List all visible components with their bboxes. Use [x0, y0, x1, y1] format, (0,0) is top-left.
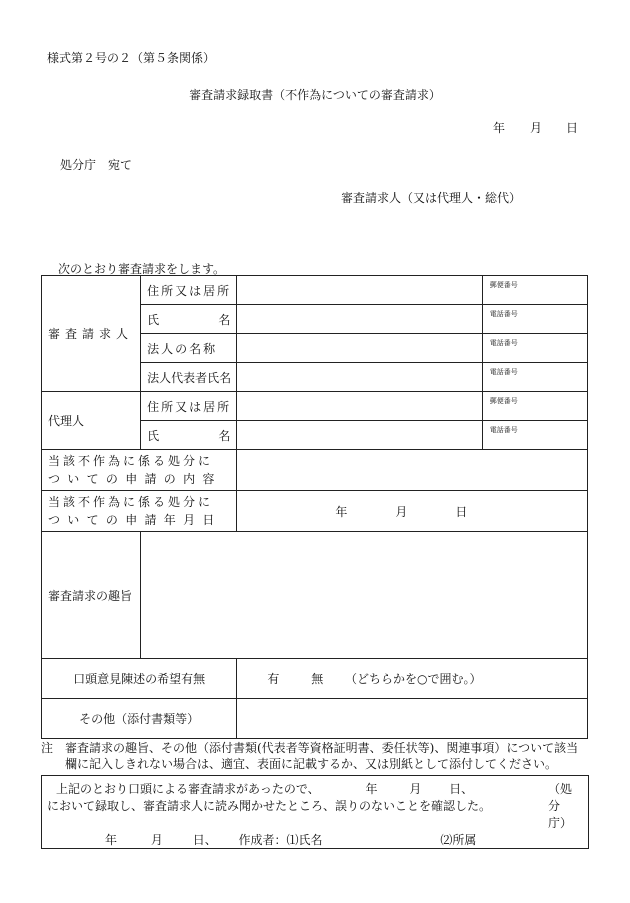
- corp-name-field[interactable]: [237, 334, 482, 363]
- creator-day: 日、: [192, 833, 217, 847]
- note: 注 審査請求の趣旨、その他（添付書類(代表者等資格証明書、委任状等)、関連事項）について該当 欄に記入しきれない場合は、適宜、表面に記載するか、又は別紙として添付してください。: [41, 741, 579, 771]
- date-year: 年: [493, 121, 506, 135]
- phone-field[interactable]: 電話番号: [482, 334, 587, 363]
- inaction-date-label: 当該不作為に係る処分に ついての申請年月日: [42, 491, 237, 532]
- rep-name-label: 法人代表者氏名: [141, 363, 237, 392]
- inaction-content-label: 当該不作為に係る処分に ついての申請の内容: [42, 450, 237, 491]
- name-label: 氏 名: [141, 305, 237, 334]
- request-form-table: [41, 275, 588, 739]
- confirm-text: 上記のとおり口頭による審査請求があったので、: [56, 782, 320, 796]
- confirm-month: 月: [409, 782, 422, 796]
- confirm-text-line2: において録取し、審査請求人に読み聞かせたところ、誤りのないことを確認した。: [47, 799, 492, 813]
- creator-affiliation-label: ⑵所属: [440, 833, 477, 847]
- requester-address-field[interactable]: [237, 276, 482, 305]
- agent-group-label: 代理人: [42, 392, 141, 450]
- requester-name-field[interactable]: [237, 305, 482, 334]
- confirm-agency: （処分庁）: [548, 782, 573, 830]
- purpose-field[interactable]: [141, 532, 588, 659]
- confirm-day: 日、: [449, 782, 474, 796]
- addressee: 処分庁 宛て: [60, 158, 133, 172]
- creator-month: 月: [150, 833, 163, 847]
- other-label: その他（添付書類等）: [42, 699, 237, 739]
- address-label: 住所又は居所: [141, 276, 237, 305]
- inaction-content-field[interactable]: [237, 450, 588, 491]
- requester-signature-label: 審査請求人（又は代理人・総代）: [341, 191, 522, 205]
- oral-hearing-label: 口頭意見陳述の希望有無: [42, 659, 237, 699]
- confirm-year: 年: [365, 782, 378, 796]
- creator-name-label: 作成者：⑴氏名: [238, 833, 323, 847]
- purpose-label: 審査請求の趣旨: [42, 532, 141, 659]
- postal-code-field[interactable]: 郵便番号: [482, 392, 587, 421]
- phone-field[interactable]: 電話番号: [482, 305, 587, 334]
- agent-address-label: 住所又は居所: [141, 392, 237, 421]
- agent-name-field[interactable]: [237, 421, 482, 450]
- other-field[interactable]: [237, 699, 588, 739]
- agent-address-field[interactable]: [237, 392, 482, 421]
- oral-hearing-field[interactable]: [237, 659, 588, 699]
- requester-group-label: 審査請求人: [42, 276, 141, 392]
- postal-code-field[interactable]: 郵便番号: [482, 276, 587, 305]
- creator-year: 年: [105, 833, 118, 847]
- confirmation-box: [41, 775, 589, 849]
- document-title: 審査請求録取書（不作為についての審査請求）: [189, 88, 441, 102]
- date-day: 日: [566, 121, 579, 135]
- oral-no[interactable]: 無: [311, 672, 324, 686]
- phone-field[interactable]: 電話番号: [482, 421, 587, 450]
- form-number: 様式第２号の２（第５条関係）: [47, 51, 216, 65]
- oral-hint: （どちらかを○で囲む。）: [345, 672, 482, 686]
- corp-name-label: 法人の名称: [141, 334, 237, 363]
- phone-field[interactable]: 電話番号: [482, 363, 587, 392]
- inaction-date-field[interactable]: 年 月 日: [237, 491, 588, 532]
- date-month: 月: [530, 121, 543, 135]
- rep-name-field[interactable]: [237, 363, 482, 392]
- intro-text: 次のとおり審査請求をします。: [58, 262, 226, 276]
- oral-yes[interactable]: 有: [267, 672, 280, 686]
- agent-name-label: 氏 名: [141, 421, 237, 450]
